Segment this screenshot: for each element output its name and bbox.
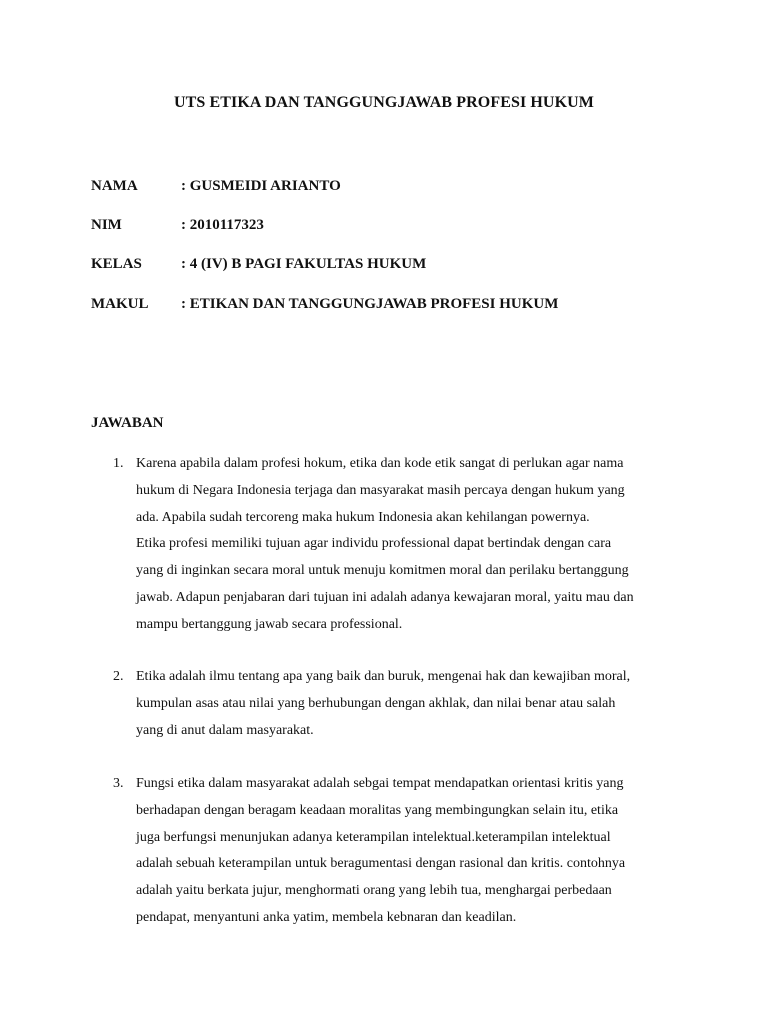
- answer-line: yang di anut dalam masyarakat.: [136, 723, 314, 738]
- answer-line: yang di inginkan secara moral untuk menuju komitmen moral dan perilaku bertanggung: [136, 563, 629, 578]
- info-label: KELAS: [91, 256, 142, 272]
- answer-line: mampu bertanggung jawab secara professional.: [136, 617, 403, 632]
- answer-line: ada. Apabila sudah tercoreng maka hukum Indonesia akan kehilangan powernya.: [136, 510, 590, 525]
- info-value: : ETIKAN DAN TANGGUNGJAWAB PROFESI HUKUM: [181, 296, 559, 312]
- answer-line: jawab. Adapun penjabaran dari tujuan ini adalah adanya kewajaran moral, yaitu mau dan: [136, 590, 634, 605]
- answer-line: pendapat, menyantuni anka yatim, membela kebnaran dan keadilan.: [136, 910, 517, 925]
- section-heading: JAWABAN: [91, 415, 164, 431]
- info-value: : GUSMEIDI ARIANTO: [181, 178, 341, 194]
- answer-line: hukum di Negara Indonesia terjaga dan masyarakat masih percaya dengan hukum yang: [136, 483, 625, 498]
- info-label: NIM: [91, 217, 122, 233]
- answer-number: 1.: [113, 456, 124, 471]
- answer-line: Etika profesi memiliki tujuan agar individu professional dapat bertindak dengan cara: [136, 536, 612, 551]
- answer-line: adalah sebuah keterampilan untuk beragumentasi dengan rasional dan kritis. contohnya: [136, 856, 626, 871]
- info-label: NAMA: [91, 178, 138, 194]
- answer-line: Karena apabila dalam profesi hokum, etika dan kode etik sangat di perlukan agar nama: [136, 456, 624, 471]
- answer-line: Etika adalah ilmu tentang apa yang baik dan buruk, mengenai hak dan kewajiban moral,: [136, 669, 631, 684]
- info-value: : 4 (IV) B PAGI FAKULTAS HUKUM: [181, 256, 427, 272]
- info-value: : 2010117323: [181, 217, 264, 233]
- answer-number: 3.: [113, 776, 124, 791]
- answer-number: 2.: [113, 669, 124, 684]
- info-label: MAKUL: [91, 296, 149, 312]
- answer-line: juga berfungsi menunjukan adanya keterampilan intelektual.keterampilan intelektual: [136, 830, 611, 845]
- answer-line: kumpulan asas atau nilai yang berhubungan dengan akhlak, dan nilai benar atau salah: [136, 696, 616, 711]
- answer-line: berhadapan dengan beragam keadaan moralitas yang membingungkan selain itu, etika: [136, 803, 619, 818]
- answer-line: Fungsi etika dalam masyarakat adalah sebgai tempat mendapatkan orientasi kritis yang: [136, 776, 624, 791]
- document-title: UTS ETIKA DAN TANGGUNGJAWAB PROFESI HUKUM: [173, 94, 594, 111]
- answer-line: adalah yaitu berkata jujur, menghormati orang yang lebih tua, menghargai perbedaan: [136, 883, 612, 898]
